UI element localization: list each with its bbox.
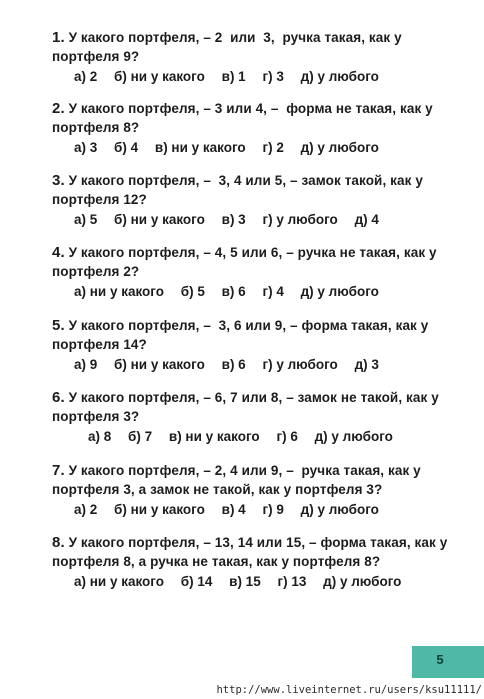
answer-e: д) 4 [354,212,379,227]
answer-options [52,572,457,591]
answer-b: б) ни у какого [114,357,205,372]
question-8 [52,533,457,591]
answer-c: в) ни у какого [154,140,246,155]
question-text: У какого портфеля, – 2 или 3, ручка такая, как у портфеля 9? [52,30,406,64]
question-number: 6. [52,389,65,406]
question-6 [52,388,457,446]
answer-e: д) у любого [300,69,379,84]
question-4 [52,243,457,301]
answer-c: в) 15 [229,574,261,589]
answer-c: в) 3 [221,212,246,227]
page-number: 5 [436,652,444,667]
answer-c: в) 6 [221,284,246,299]
answer-options [52,500,457,519]
question-number: 4. [52,244,65,261]
answer-b: б) 14 [180,574,213,589]
answer-b: б) 5 [180,284,205,299]
question-2 [52,99,457,157]
answer-d: г) 2 [262,140,284,155]
answer-e: д) 3 [354,357,379,372]
question-text: У какого портфеля, – 2, 4 или 9, – ручка такая, как у портфеля 3, а замок не такой, как у портфеля 3? [52,463,425,497]
answer-options [52,138,457,157]
question-number: 1. [52,29,65,46]
answer-options [52,67,457,86]
answer-d: г) у любого [262,357,338,372]
question-text: У какого портфеля, – 3, 6 или 9, – форма такая, как у портфеля 14? [52,318,433,352]
watermark-url: http://www.liveinternet.ru/users/ksu11111/ [216,684,482,696]
question-number: 2. [52,100,65,117]
answer-b: б) ни у какого [114,69,205,84]
answer-b: б) ни у какого [114,502,205,517]
question-text: У какого портфеля, – 3, 4 или 5, – замок такой, как у портфеля 12? [52,173,427,207]
question-5 [52,316,457,374]
answer-d: г) 3 [262,69,284,84]
answer-d: г) у любого [262,212,338,227]
answer-d: г) 9 [262,502,284,517]
answer-a: а) 2 [74,69,98,84]
answer-options [52,427,457,446]
answer-a: а) 8 [88,429,112,444]
answer-e: д) у любого [314,429,393,444]
question-7 [52,461,457,519]
answer-c: в) 1 [221,69,246,84]
answer-options [52,210,457,229]
answer-a: а) ни у какого [74,284,164,299]
answer-d: г) 6 [276,429,298,444]
answer-c: в) 4 [221,502,246,517]
question-text: У какого портфеля, – 13, 14 или 15, – форма такая, как у портфеля 8, а ручка не такая, как у портфеля 8? [52,535,452,569]
answer-a: а) 2 [74,502,98,517]
question-number: 7. [52,462,65,479]
question-number: 8. [52,534,65,551]
question-text: У какого портфеля, – 3 или 4, – форма не такая, как у портфеля 8? [52,101,437,135]
question-number: 3. [52,172,65,189]
answer-c: в) 6 [221,357,246,372]
answer-a: а) 9 [74,357,98,372]
answer-a: а) 5 [74,212,98,227]
answer-e: д) у любого [300,284,379,299]
question-number: 5. [52,317,65,334]
answer-a: а) ни у какого [74,574,164,589]
question-3 [52,171,457,229]
answer-b: б) 7 [128,429,153,444]
answer-e: д) у любого [300,140,379,155]
answer-b: б) 4 [114,140,139,155]
answer-b: б) ни у какого [114,212,205,227]
answer-e: д) у любого [300,502,379,517]
question-1 [52,28,457,86]
answer-d: г) 13 [277,574,307,589]
answer-e: д) у любого [323,574,402,589]
answer-c: в) ни у какого [168,429,260,444]
answer-options [52,355,457,374]
answer-options [52,282,457,301]
answer-a: а) 3 [74,140,98,155]
question-text: У какого портфеля, – 4, 5 или 6, – ручка не такая, как у портфеля 2? [52,245,441,279]
answer-d: г) 4 [262,284,284,299]
question-text: У какого портфеля, – 6, 7 или 8, – замок не такой, как у портфеля 3? [52,390,443,424]
